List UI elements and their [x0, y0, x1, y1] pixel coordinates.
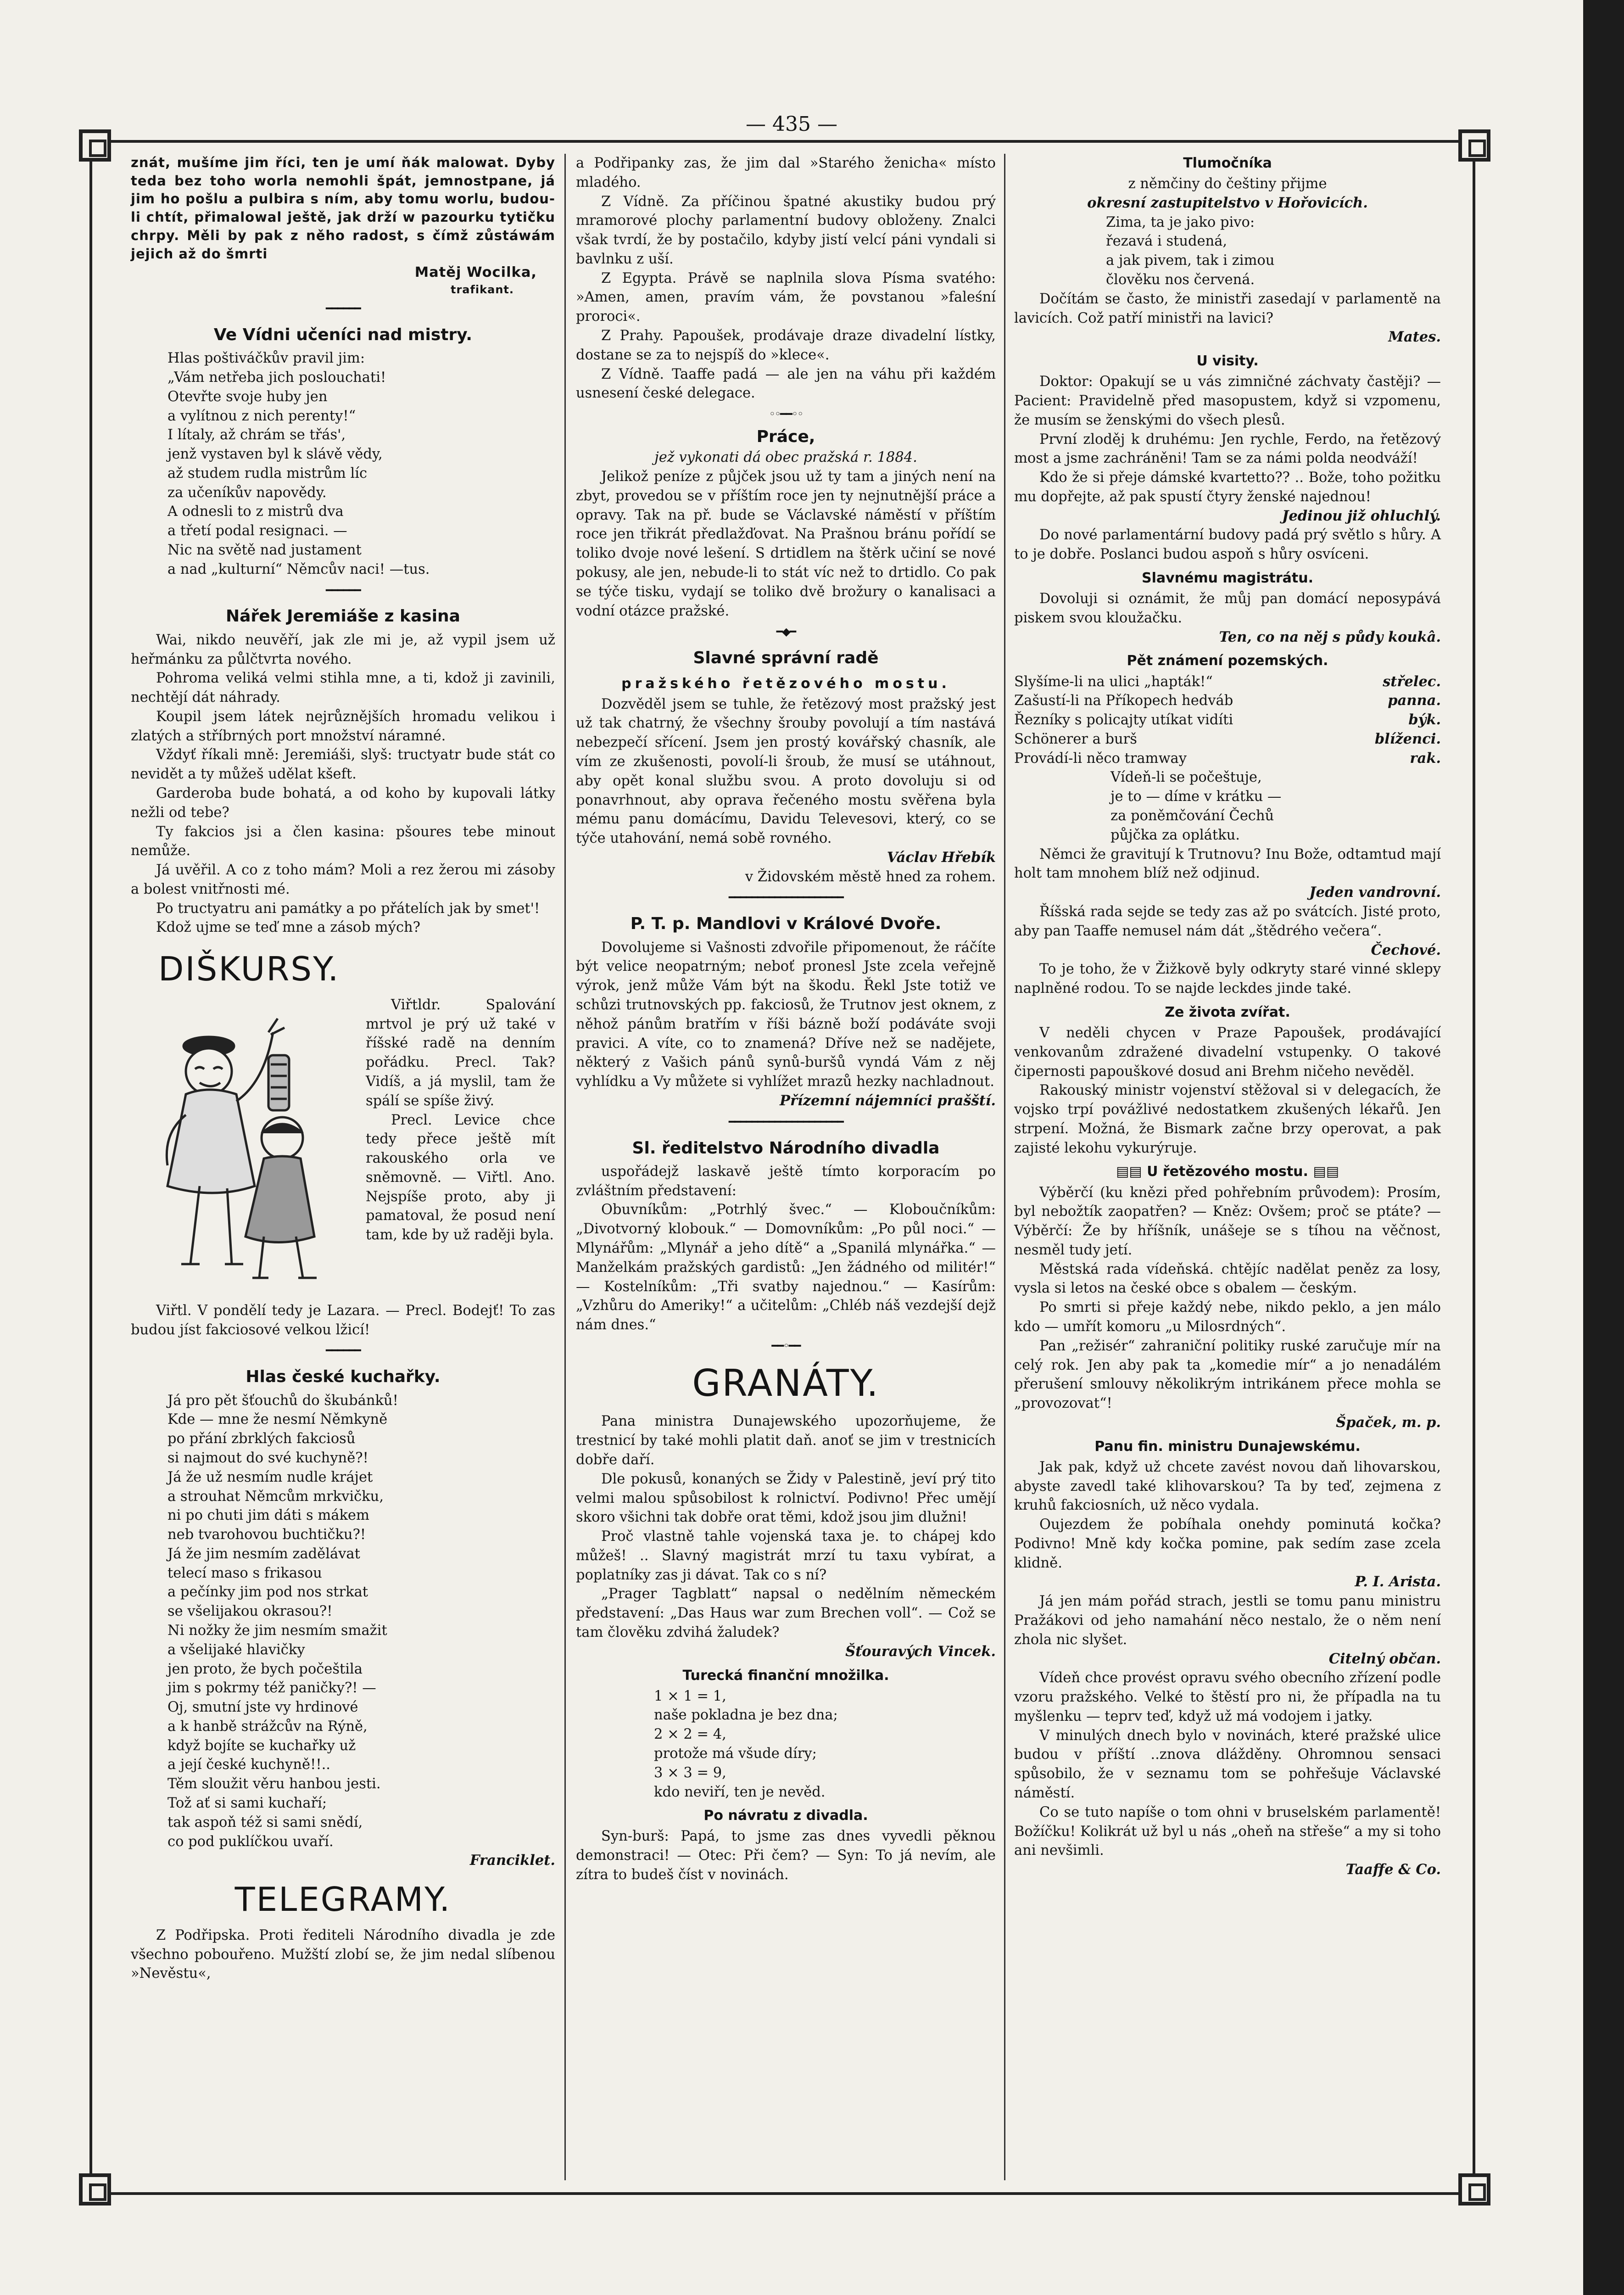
verse-line: Otevřte svoje huby jen	[167, 388, 328, 405]
section-divider: ━━━━━━━━━━━━━━━━━━━━	[729, 1115, 843, 1128]
column-3	[1014, 154, 1441, 1880]
table-row	[1014, 730, 1441, 749]
narek-paragraph: Vždyť říkali mně: Jeremiáši, slyš: tructyatr bude stát co nevidět a ty můžeš udělat kšeft.	[131, 747, 555, 783]
nemci-signature: Jeden vandrovní.	[1309, 884, 1441, 901]
tlum-line: z němčiny do češtiny přijme	[1128, 176, 1327, 192]
spravni-headline-line2: pražského řetězového mostu.	[621, 675, 950, 692]
verse-line: po přání zbrklých fakciosů	[167, 1431, 356, 1447]
hatch-ornament: ▤▤	[1116, 1164, 1147, 1180]
tlum-headline: Tlumočníka	[1183, 155, 1272, 171]
magistrat-headline: Slavnému magistrátu.	[1141, 570, 1314, 587]
verse-line: je to — díme v krátku —	[1111, 789, 1282, 805]
verse-line: Já že už nesmím nudle krájet	[167, 1469, 373, 1485]
turecka-table	[576, 1687, 996, 1802]
verse-line: půjčka za oplátku.	[1111, 827, 1240, 843]
verse-line: Nic na světě nad justament	[167, 542, 362, 558]
zizkov-item: To je toho, že v Žižkově byly odkryty staré vinné sklepy naplněné rodou. To se najde leckdes jinde také.	[1014, 961, 1441, 997]
narek-paragraph: Kdož ujme se teď mne a zásob mých?	[156, 919, 421, 936]
turecka-headline: Turecká finanční množilka.	[682, 1667, 889, 1684]
telegram-item: Z Vídně. Za příčinou špatné akustiky budou prý mramorové plochy parlamentní budovy obloženy. Znalci však tvrdí, že by postačilo, kdyby jistí velcí páni vyndali si bavlnku z uší.	[576, 193, 996, 267]
telegram-item: Z Prahy. Papoušek, prodávaje draze divadelní lístky, dostane se za to nejspíš do »klece«.	[576, 328, 996, 363]
verse-line: A odnesli to z mistrů dva	[167, 504, 344, 520]
spravni-headline: Slavné správní radě	[693, 649, 879, 668]
prosmrti-item: Po smrti si přeje každý nebe, nikdo peklo, a jen málo kdo — umřít komoru „u Milosrdných“.	[1014, 1299, 1441, 1335]
narek-paragraph: Já uvěřil. A co z toho mám? Moli a rez žerou mi zásoby a bolest vnitřnosti mé.	[131, 862, 555, 897]
table-row	[1014, 749, 1441, 768]
most-headline	[1014, 1162, 1441, 1181]
verse-line: Já že jim nesmím zadělávat	[167, 1545, 360, 1562]
mandl-headline: P. T. p. Mandlovi v Králové Dvoře.	[630, 914, 942, 934]
most-item: Výběrčí (ku knězi před pohřebním průvodem): Prosím, byl nebožtík zaopatřen? — Kněz: Ovšem; proč se ptáte? — Výběrčí: Že by hříšník, unášeje se s tíhou na věčnost, nesměl tudy jetí.	[1014, 1184, 1441, 1258]
dunaj-headline: Panu fin. ministru Dunajewskému.	[1094, 1438, 1361, 1455]
dunaj-item: Jak pak, když už chcete zavést novou daň lihovarskou, abyste zavedl také klihovarskou? Ta by teď, zejmena z kruhů fakciosních, už něco vydala.	[1014, 1459, 1441, 1514]
strach-item: Já jen mám pořád strach, jestli se tomu panu ministru Pražákovi od jeho namahání něco nestalo, že o něm není zhola nic slyšet.	[1014, 1593, 1441, 1648]
narek-paragraph: Koupil jsem látek nejrůznějších hromadu velikou i zlatých a stříbrných port množství náramné.	[131, 708, 555, 744]
verse-line: a všelijaké hlavičky	[167, 1641, 305, 1658]
pet-sign: býk.	[1408, 711, 1441, 728]
vidni-headline: Ve Vídni učeníci nad mistry.	[213, 325, 473, 344]
pet-headline: Pět známení pozemských.	[1127, 653, 1328, 669]
videnli-poem	[1014, 768, 1441, 845]
section-divider: ━━━━━━━━━━━━━━━━━━━━	[729, 891, 843, 904]
verse-line: Oj, smutní jste vy hrdinové	[167, 1699, 358, 1716]
verse-line: co pod puklíčkou uvaří.	[167, 1833, 334, 1850]
prace-body: Jelikož peníze z půjček jsou už ty tam a jiných není na zbyt, provedou se v příštím roce jen ty nejnutnější práce a opravy. Tak na př. bude se Václavské náměstí v příštím roce jen třikrát předlažďovat. Na Prašnou bránu pořídí se toliko dvoje nové lešení. S drtidlem na štěrk učiní se nové pokusy, ale jen, nebude-li to stát víc než to drtidlo. Co pak se týče tisku, vydají se toliko dvě brožury o kanalisaci a vodní otázce pražské.	[576, 469, 996, 619]
diskursy-section	[131, 996, 555, 1301]
vidni-poem	[131, 349, 555, 579]
section-divider: ━━━━━━	[326, 302, 360, 315]
telegramy-headline: TELEGRAMY.	[234, 1880, 452, 1919]
granaty-item: „Prager Tagblatt“ napsal o nedělním německém představení: „Das Haus war zum Brechen voll“. — Což se tam člověku zdvihá žaludek?	[576, 1586, 996, 1640]
verse-line: Kde — mne že nesmí Němkyně	[167, 1411, 388, 1428]
navrat-body: Syn-burš: Papá, to jsme zas dnes vyvedli pěknou demonstraci! — Otec: Při čem? — Syn: To já nevím, ale zítra to budeš číst v novinách.	[576, 1828, 996, 1883]
turecka-line: naše pokladna je bez dna;	[654, 1707, 838, 1724]
narek-paragraph: Pohroma veliká velmi stihla mne, a ti, kdož ji zavinili, nechtějí dát náhrady.	[131, 670, 555, 706]
reditel-intro: uspořádejž laskavě ještě tímto korporacím po zvláštním představení:	[576, 1163, 996, 1199]
rezser-item: Pan „režisér“ zahraniční politiky ruské zaručuje mír na celý rok. Jen aby pak ta „komedie mír“ a jo nenadálém přerušení smlouvy několikrým intrikánem přece mohla se „provozovat“!	[1014, 1338, 1441, 1412]
prace-headline: Práce,	[756, 427, 815, 447]
verse-line: a strouhat Němcům mrkvičku,	[167, 1488, 384, 1505]
verse-line: neb tvarohovou buchtičku?!	[167, 1527, 366, 1543]
kvarteto-item: Kdo že si přeje dámské kvartetto?? .. Bože, toho požitku mu dopřejte, až pak spustí čtyry ženské najednou!	[1014, 470, 1441, 505]
intro-signature-role: trafikant.	[450, 283, 514, 297]
budovy-item: Do nové parlamentární budovy padá prý světlo s hůry. A to je dobře. Poslanci budou aspoň s hůry osvíceni.	[1014, 527, 1441, 563]
kocka-item: Oujezdem že pobíhala onehdy pominutá kočka? Podivno! Mně kdy kočka pomine, pak sedím zase zcela klidně.	[1014, 1517, 1441, 1571]
mandl-signature: Přízemní nájemníci prašští.	[780, 1092, 996, 1109]
verse-line: za poněmčování Čechů	[1111, 808, 1274, 824]
narek-paragraph: Ty fakcios jsi a člen kasina: pšoures tebe minout nemůže.	[131, 823, 555, 859]
verse-line: až studem rudla mistrům líc	[167, 465, 368, 481]
pet-sign: rak.	[1410, 750, 1441, 767]
corner-ornament-tr	[1458, 129, 1490, 162]
spravni-signature: Václav Hřebík	[887, 849, 996, 866]
pet-cell: Schönerer a burš	[1014, 731, 1137, 747]
bozicku-signature: Taaffe & Co.	[1345, 1861, 1441, 1878]
kvarteto-signature: Jedinou již ohluchlý.	[1282, 507, 1441, 524]
table-row	[1014, 711, 1441, 730]
frame-right-rule	[1473, 140, 1475, 2192]
rezser-signature: Špaček, m. p.	[1336, 1414, 1441, 1431]
nemci-item: Němci že gravitují k Trutnovu? Inu Bože, odtamtud mají holt tam mnohem blíž než odjinud.	[1014, 846, 1441, 882]
telegram-item: Z Podřipska. Proti řediteli Národního divadla je zde všechno pobouřeno. Mužští zlobí se, že jim nedal slíbenou »Nevěstu«,	[131, 1927, 555, 1982]
visity-item: Doktor: Opakují se u vás zimničné záchvaty častěji? — Pacient: Pravidelně před masopustem, když si vzpomenu, že musím se ženskými do všech plesů.	[1014, 374, 1441, 428]
narek-paragraph: Po tructyatru ani památky a po přátelích jak by smet'!	[156, 900, 540, 917]
verse-line: jenž vystaven byl k slávě vědy,	[167, 446, 383, 463]
viden-item: Vídeň chce provést opravu svého obecního zřízení podle vzoru pražského. Velké to štěstí pro ni, že případla na tu myšlenku — teprv teď, když už má vodojem i jatky.	[1014, 1670, 1441, 1724]
kucharky-signature: Franciklet.	[469, 1852, 555, 1869]
spravni-body: Dozvěděl jsem se tuhle, že řetězový most pražský jest už tak chatrný, že všechny šrouby povolují a tím nastává nebezpečí sřícení. Jsem jen prostý kovářský chasník, ale vím ze zkušenosti, povolí-li šroub, že musí se utáhnout, aby opět konal službu svou. A proto dovoluju si od ponavrhnout, aby oprava řečeného mostu svěřena byla mému panu domácímu, Davidu Televesovi, který, co se týče utahování, nemá sobě rovného.	[576, 696, 996, 847]
mestska-item: Městská rada vídeňská. chtějíc nadělat peněz za losy, vysla si letos na české obce s obalem — českým.	[1014, 1261, 1441, 1297]
turecka-line: 3 × 3 = 9,	[654, 1764, 726, 1781]
verse-line: si najmout do své kuchyně?!	[167, 1450, 368, 1466]
hatch-ornament: ▤▤	[1308, 1164, 1339, 1180]
section-divider: ◦◦━━◦◦	[769, 408, 803, 421]
docitam-signature: Mates.	[1388, 329, 1441, 346]
reditel-list: Obuvníkům: „Potrhlý švec.“ — Kloboučníkům: „Divotvorný klobouk.“ — Domovníkům: „Po půl noci.“ — Mlynářům: „Mlynář a jeho dítě“ a „Spanilá mlynářka.“ — Manželkám pražských gardistů: „Jen žádného od militér!“ — Kostelníkům: „Tři svatby najednou.“ — Kasírům: „Vzhůru do Ameriky!“ a učitelům: „Chléb náš vezdejší dejž nám dnes.“	[576, 1202, 996, 1333]
pet-sign: blíženci.	[1374, 730, 1441, 747]
prace-subtitle: jež vykonati dá obec pražská r. 1884.	[654, 449, 917, 466]
narek-paragraph: Garderoba bude bohatá, a od koho by kupovali látky nežli od tebe?	[131, 785, 555, 821]
verse-line: a její české kuchyně!!..	[167, 1757, 330, 1773]
diskursy-dialog: Precl. Levice chce tedy přece ještě mít rakouského orla ve sněmovně. — Viřtl. Ano. Nejspíše proto, aby ji pamatoval, že posud není tam, kde by už raději byla.	[366, 1112, 555, 1243]
verse-line: když bojíte se kuchařky už	[167, 1737, 356, 1754]
corner-ornament-tl	[79, 129, 111, 162]
pet-sign: panna.	[1388, 692, 1441, 709]
bozicku-item: Co se tuto napíše o tom ohni v bruselském parlamentě! Božíčku! Kolikrát už byl u nás „oheň na střeše“ a my si toho ani nevšimli.	[1014, 1804, 1441, 1859]
turecka-line: kdo neviří, ten je nevěd.	[654, 1784, 826, 1800]
pet-table	[1014, 672, 1441, 768]
diskursy-dialog: Viřtl. V pondělí tedy je Lazara. — Precl. Bodejť! To zas budou jíst fakciosové velkou lžicí!	[131, 1302, 555, 1338]
telegram-item: Z Egypta. Právě se naplnila slova Písma svatého: »Amen, amen, pravím vám, že povstanou »faleśní proroci«.	[576, 270, 996, 325]
risska-signature: Čechové.	[1371, 941, 1441, 958]
navrat-headline: Po návratu z divadla.	[703, 1808, 868, 1824]
risska-item: Říšská rada sejde se tedy zas až po svátcích. Jisté proto, aby pan Taaffe nemusel nám dát „štědrého večera“.	[1014, 903, 1441, 939]
verse-line: řezavá i studená,	[1106, 233, 1228, 250]
visity-headline: U visity.	[1196, 353, 1259, 369]
table-row	[1014, 691, 1441, 711]
verse-line: telecí maso s frikasou	[167, 1565, 322, 1581]
zlodej-item: První zloděj k druhému: Jen rychle, Ferdo, na řetězový most a jsme zachráněni! Tam se za námi polda neodváží!	[1014, 431, 1441, 467]
page-number: — 435 —	[746, 112, 837, 136]
column-rule-1	[564, 154, 566, 2180]
tlum-line: okresní zastupitelstvo v Hořovicích.	[1087, 194, 1368, 211]
verse-line: a jak pivem, tak i zimou	[1106, 252, 1275, 269]
section-divider: ━━━━━━	[326, 1344, 360, 1357]
verse-line: Vídeň-li se počeštuje,	[1111, 769, 1262, 786]
verse-line: člověku nos červená.	[1106, 272, 1255, 288]
telegram-item: a Podřipanky zas, že jim dal »Starého ženicha« místo mladého.	[576, 155, 996, 190]
frame-left-rule	[89, 140, 92, 2192]
zima-poem	[1014, 213, 1441, 290]
zvirat-headline: Ze života zvířat.	[1165, 1004, 1290, 1020]
granaty-signature: Šťouravých Vincek.	[845, 1643, 996, 1660]
column-rule-2	[1004, 154, 1005, 2180]
verse-line: a pečínky jim pod nos strkat	[167, 1584, 368, 1601]
kucharky-poem	[131, 1391, 555, 1852]
zvirat-item: V neděli chycen v Praze Papoušek, prodávající venkovanům zdražené divadelní vstupenky. O takové čipernosti papouškové dosud ani Brehm ničeho nevěděl.	[1014, 1024, 1441, 1080]
verse-line: a třetí podal resignaci. —	[167, 523, 347, 539]
corner-ornament-bl	[79, 2173, 111, 2205]
narek-paragraph: Wai, nikdo neuvěří, jak zle mi je, až vypil jsem už heřmánku za půlčtvrta nového.	[131, 632, 555, 667]
docitam-item: Dočítám se často, že ministři zasedají v parlamentě na lavicích. Což patří ministři na lavici?	[1014, 291, 1441, 326]
verse-line: Zima, ta je jako pivo:	[1106, 214, 1255, 230]
pet-cell: Slyšíme-li na ulici „hapták!“	[1014, 673, 1213, 690]
turecka-line: 2 × 2 = 4,	[654, 1726, 726, 1743]
narek-headline: Nářek Jeremiáše z kasina	[226, 607, 460, 626]
pet-sign: střelec.	[1383, 673, 1441, 690]
verse-line: a k hanbě strážcův na Rýně,	[167, 1718, 368, 1735]
magistrat-signature: Ten, co na něj s půdy koukâ.	[1219, 628, 1441, 645]
kocka-signature: P. I. Arista.	[1355, 1573, 1441, 1590]
verse-line: Já pro pět šťouchů do škubánků!	[167, 1392, 398, 1409]
strach-signature: Citelný občan.	[1328, 1650, 1441, 1667]
verse-line: za učeníkův napovědy.	[167, 484, 327, 501]
granaty-item: Pana ministra Dunajewského upozorňujeme, že trestnicí by také mohli platit daň. anoť se jim v trestnicích dobře daří.	[576, 1413, 996, 1468]
verse-line: „Vám netřeba jich poslouchati!	[167, 369, 386, 386]
kucharky-headline: Hlas české kuchařky.	[246, 1367, 441, 1387]
verse-line: jim s pokrmy též paničky?! —	[167, 1680, 376, 1696]
reditel-headline: Sl. ředitelstvo Národního divadla	[632, 1138, 940, 1158]
pet-cell: Zašustí-li na Příkopech hedváb	[1014, 693, 1233, 709]
verse-line: a nad „kulturní“ Němcův naci! —tus.	[167, 561, 430, 577]
verse-line: ni po chuti jim dáti s mákem	[167, 1507, 369, 1524]
noviny-item: V minulých dnech bylo v novinách, které pražské ulice budou v příští ..znova dlážděny. Ohromnou sensaci spůsobilo, že v seznamu tom se pohřešuje Václavské náměstí.	[1014, 1727, 1441, 1802]
section-divider: ━◆━	[776, 625, 796, 638]
verse-line: se všelijakou okrasou?!	[167, 1603, 333, 1620]
column-1	[131, 154, 555, 1983]
corner-ornament-br	[1458, 2173, 1490, 2205]
intro-signature: Matěj Wocilka,	[414, 264, 537, 281]
verse-line: Těm sloužit věru hanbou jesti.	[167, 1776, 381, 1792]
diskursy-headline: DIŠKURSY.	[158, 950, 340, 989]
turecka-line: protože má všude díry;	[654, 1745, 817, 1762]
verse-line: a vylítnou z nich perenty!“	[167, 408, 356, 424]
spravni-signature-address: v Židovském městě hned za rohem.	[745, 868, 996, 885]
granaty-item: Dle pokusů, konaných se Židy v Palestině, jeví prý tito velmi malou spůsobilost k rolnictví. Podivno! Přec umějí skoro všichni tak dobře orat těmi, kdož jsou jim dlužni!	[576, 1471, 996, 1526]
verse-line: Hlas poštiváčkův pravil jim:	[167, 350, 365, 367]
verse-line: Ni nožky že jim nesmím smažit	[167, 1622, 387, 1639]
mandl-body: Dovolujeme si Vašnosti zdvořile připomenout, že ráčíte být velice neopatrným; neboť pronesl Jste zcela veřejně výrok, jenž může Vám být na škodu. Řekl Jste totiž ve schůzi trutnovských pp. fakciosů, že Trutnov jest oknem, z něhož pánům bratřím v říši bázně boží podáváte svoji pravici. A víte, co to znamená? Dříve než se nadějete, některý z Vašich pánů synů-buršů vyndá Vám z něj vyhlídku a Vy můžete si vyhlížet mrazů hezky nachladnout.	[576, 939, 996, 1090]
diskursy-dialog: Viřtldr. Spalování mrtvol je prý už také v říšské radě na denním pořádku. Precl. Tak? Vidíš, a já myslil, tam že spálí se spíše živý.	[366, 996, 555, 1109]
granaty-headline: GRANÁTY.	[692, 1361, 880, 1405]
pet-cell: Provádí-li něco tramway	[1014, 750, 1187, 767]
most-headline-text: U řetězového mostu.	[1147, 1164, 1308, 1180]
granaty-item: Proč vlastně tahle vojenská taxa je. to chápej kdo můžeš! .. Slavný magistrát mrzí tu taxu vybírat, a poplatníky zas ji dávat. Tak co s ní?	[576, 1528, 996, 1583]
pet-cell: Řezníky s policajty utíkat vidíti	[1014, 712, 1233, 728]
cartoon-illustration	[131, 996, 360, 1299]
turecka-line: 1 × 1 = 1,	[654, 1688, 726, 1704]
verse-line: I lítaly, až chrám se třás',	[167, 427, 346, 443]
table-row	[1014, 672, 1441, 692]
section-divider: ━━◦━━	[771, 1339, 800, 1352]
section-divider: ━━━━━━	[326, 583, 360, 597]
magistrat-item: Dovoluji si oznámit, že můj pan domácí neposypává piskem svou kloužačku.	[1014, 591, 1441, 626]
zvirat-item: Rakouský ministr vojenství stěžoval si v delegacích, že vojsko trpí povážlivé nedostatkem zkušených lékařů. Jen strpení. Možná, že Bismark začne brzy operovat, a pak zajisté lekohu vykurýruje.	[1014, 1082, 1441, 1156]
column-2	[576, 154, 996, 1885]
verse-line: jen proto, že bych počeštila	[167, 1661, 363, 1677]
telegram-item: Z Vídně. Taaffe padá — ale jen na váhu při každém usnesení české delegace.	[576, 366, 996, 402]
verse-line: Tož ať si sami kuchaří;	[167, 1795, 327, 1811]
intro-text: znát, mušíme jim říci, ten je umí ňák malowat. Dyby teda bez toho worla nemohli špát, jemnostpane, já jim ho pošlu a pulbira s ním, aby tomu worlu, budou-li chtít, přimalowal ještě, jak drží w pazourku tytičku chrpy. Měli by pak z něho radost, s čímž zůstáwám jejich až do šmrti	[131, 155, 555, 262]
verse-line: tak aspoň též si sami snědí,	[167, 1814, 363, 1830]
